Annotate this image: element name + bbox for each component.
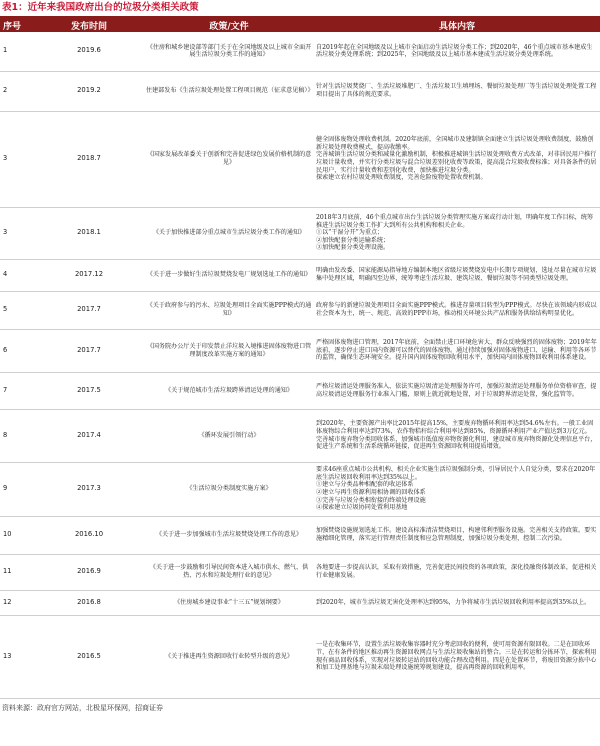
row-policy: 《关于规范城市生活垃圾跨界清运处理的通知》 <box>144 372 314 409</box>
content-line: 一是在收集环节，设置生活垃圾收集容器时充分考虑回收的便利，使可用资源有限回收。二是在回收环节，在有条件的地区推动再生资源回收网点与生活垃圾收集站的整合。三是在转运和分拣环节，探索利用现有商品回收体系，实现对垃圾转运站的回收功能合理改造利用。四是在处置环节，将废旧资源分拣中心和加工处理基地与垃圾末端处理设施统筹规划建设，提高再资源的回收利用率。 <box>316 641 597 672</box>
content-line: 各地要进一步提高认识，采取有效措施，完善促进民间投资的各项政策，深化投融资体制改革，促进相关行业健康发展。 <box>316 564 597 579</box>
source-note: 资料来源：政府官方网站，北极星环保网，招商证券 <box>2 703 163 712</box>
row-content <box>314 111 600 207</box>
row-number: 8 <box>0 409 34 462</box>
content-line: 到2020年，城市生活垃圾无害化处理率达到95%，力争将城市生活垃圾回收利用率提高到35%以上。 <box>316 598 591 606</box>
row-number: 11 <box>0 554 34 590</box>
row-policy: 《国务院办公厅关于印发禁止洋垃圾入境推进固体废物进口管理制度改革实施方案的通知》 <box>144 329 314 372</box>
content-line: 探索建立农村垃圾处理收费制度，完善危险废物处置收费机制。 <box>316 174 487 182</box>
header-no: 序号 <box>0 17 34 32</box>
content-line: 针对生活垃圾焚烧厂、生活垃圾堆肥厂、生活垃圾卫生填埋场、餐厨垃圾处理厂等生活垃圾处理处置工程项目提出了具体的规范要求。 <box>316 83 597 98</box>
row-date: 2016.8 <box>34 590 144 615</box>
content-line: 严格垃圾清运处理服务准入，依法实施垃圾清运处理服务许可，加强垃圾清运处理服务单位资格审查，提高垃圾清运处理服务行业准入门槛，原则上就近就地处置，对于垃圾跨界清运处置，强化监管等。 <box>316 382 597 398</box>
content-line: ①建立与分类品种相配套的收运体系 <box>316 481 414 489</box>
row-content <box>314 329 600 372</box>
row-policy: 《关于政府参与的污水、垃圾处理项目全面实施PPP模式的通知》 <box>144 291 314 329</box>
table-row <box>0 590 600 615</box>
table-row <box>0 111 600 207</box>
content-line: 加强焚烧设施规划选址工作。建设高标准清洁焚烧项目，构建邻利型服务设施。完善相关支持政策。要实施精细化管理，落实运行管理责任制度和应急管理制度，加强垃圾分类处理，控制二次污染。 <box>316 527 597 542</box>
row-number: 9 <box>0 462 34 516</box>
row-policy: 《生活垃圾分类制度实施方案》 <box>144 462 314 516</box>
row-number: 5 <box>0 291 34 329</box>
row-date: 2017.3 <box>34 462 144 516</box>
table-row <box>0 615 600 698</box>
content-line: ③加快配套分类处理设施。 <box>316 244 390 252</box>
row-content <box>314 259 600 291</box>
table-header-row <box>0 17 600 32</box>
row-policy: 住建部发布《生活垃圾处理处置工程项目规范（征求意见稿）》 <box>144 71 314 111</box>
row-number: 10 <box>0 516 34 554</box>
row-date: 2018.1 <box>34 207 144 259</box>
row-number: 12 <box>0 590 34 615</box>
row-number: 2 <box>0 71 34 111</box>
row-content <box>314 372 600 409</box>
row-number: 6 <box>0 329 34 372</box>
table-row <box>0 291 600 329</box>
table-row <box>0 554 600 590</box>
row-number: 13 <box>0 615 34 698</box>
table-row <box>0 71 600 111</box>
row-content <box>314 615 600 698</box>
row-policy: 《关于推进再生资源回收行业转型升级的意见》 <box>144 615 314 698</box>
content-line: 自2019年起在全国地级及以上城市全面启动生活垃圾分类工作；到2020年，46个重点城市基本建成生活垃圾分类处理系统；到2025年，全国地级及以上城市基本建成生活垃圾分类处理系统。 <box>316 43 593 59</box>
row-content <box>314 32 600 71</box>
row-date: 2016.9 <box>34 554 144 590</box>
row-content <box>314 554 600 590</box>
row-date: 2017.5 <box>34 372 144 409</box>
content-line: ④探索建立垃圾协同处置利用基地 <box>316 504 408 512</box>
table-title: 表1：近年来我国政府出台的垃圾分类相关政策 <box>2 2 199 13</box>
header-policy: 政策/文件 <box>144 17 314 32</box>
content-line: 要求46座重点城市公共机构、相关企业实施生活垃圾强制分类，引导居民个人自觉分类，要求在2020年底生活垃圾回收利用率达到35%以上。 <box>316 466 596 481</box>
row-policy: 《住房和城乡建设部等部门关于在全国地级及以上城市全面开展生活垃圾分类工作的通知》 <box>144 32 314 71</box>
row-date: 2017.4 <box>34 409 144 462</box>
content-line: 完善城镇生活垃圾分类和减量化激励机制，积极推进城镇生活垃圾处理收费方式改革，对非居民用户推行垃圾计量收费，并实行分类垃圾与混合垃圾差别化收费等政策，提高混合垃圾收费标准；对具备条件的居民用户，实行计量收费和差别化收费，加快推进垃圾分类。 <box>316 151 597 174</box>
row-number: 7 <box>0 372 34 409</box>
table-row <box>0 329 600 372</box>
header-content: 具体内容 <box>314 17 600 32</box>
row-number: 1 <box>0 32 34 71</box>
row-content <box>314 516 600 554</box>
row-policy: 《国家发展改革委关于创新和完善促进绿色发展价格机制的意见》 <box>144 111 314 207</box>
table-row <box>0 462 600 516</box>
table-row <box>0 32 600 71</box>
policy-table <box>0 16 600 699</box>
content-line: 完善城市废弃物分类回收体系，加强城市低值废弃物资源化利用，建设城市废弃物资源化处理信息平台，促进生产系统和生活系统循环链接，促进再生资源回收利用提质增效。 <box>316 435 597 451</box>
row-policy: 《关于加快推进部分重点城市生活垃圾分类工作的通知》 <box>144 207 314 259</box>
row-content <box>314 71 600 111</box>
row-policy: 《循环发展引领行动》 <box>144 409 314 462</box>
table-row <box>0 372 600 409</box>
row-policy: 《关于进一步鼓励和引导民间资本进入城市供水、燃气、供热、污水和垃圾处理行业的意见》 <box>144 554 314 590</box>
row-content <box>314 590 600 615</box>
content-line: ②建立与再生资源利用相协调的回收体系 <box>316 489 426 496</box>
content-line: ①以“干湿分开”为重点； <box>316 229 384 237</box>
row-date: 2016.5 <box>34 615 144 698</box>
row-number: 4 <box>0 259 34 291</box>
content-line: ③完善与垃圾分类相衔接的终端处理设施 <box>316 496 426 504</box>
content-line: 到2020年，主要资源产出率比2015年提高15%，主要废弃物循环利用率达到54.6%左右。一般工业固体废物综合利用率达到73%，农作物秸秆综合利用率达到85%，资源循环利用产业产值达到3万亿元。 <box>316 420 594 435</box>
table-row <box>0 207 600 259</box>
content-line: 明确由发改委、国家能源局指导地方编制本地区省级垃圾焚烧发电中长期专项规划，选址尽量在城市垃圾集中处理区域，明确四至边界，统筹考虑生活垃圾、建筑垃圾、餐厨垃圾等不同类型垃圾处理。 <box>316 267 597 282</box>
content-line: 健全固体废物处理收费机制。2020年底前，全国城市及建制镇全面建立生活垃圾处理收费制度，鼓励创新垃圾处理收费模式，提高收缴率。 <box>316 136 594 151</box>
row-date: 2016.10 <box>34 516 144 554</box>
row-content <box>314 409 600 462</box>
row-date: 2018.7 <box>34 111 144 207</box>
row-content <box>314 462 600 516</box>
header-date: 发布时间 <box>34 17 144 32</box>
row-date: 2019.2 <box>34 71 144 111</box>
table-row <box>0 409 600 462</box>
row-number: 3 <box>0 111 34 207</box>
row-date: 2019.6 <box>34 32 144 71</box>
row-date: 2017.7 <box>34 291 144 329</box>
content-line: 政府参与的新建垃圾处理项目全面实施PPP模式。推进存量项目转型为PPP模式。尽快在该领域内形成以社会资本为主，统一、规范、高效的PPP市场，推动相关环境公共产品和服务供给结构明显优化。 <box>316 302 597 317</box>
row-policy: 《住房城乡建设事业“十三五”规划纲要》 <box>144 590 314 615</box>
row-date: 2017.7 <box>34 329 144 372</box>
row-date: 2017.12 <box>34 259 144 291</box>
row-policy: 《关于进一步加强城市生活垃圾焚烧处理工作的意见》 <box>144 516 314 554</box>
content-line: ②加快配套分类运输系统； <box>316 236 390 244</box>
table-row <box>0 259 600 291</box>
row-content <box>314 291 600 329</box>
row-content <box>314 207 600 259</box>
row-number: 3 <box>0 207 34 259</box>
row-policy: 《关于进一步做好生活垃圾焚烧发电厂规划选址工作的通知》 <box>144 259 314 291</box>
table-row <box>0 516 600 554</box>
content-line: 2018年3月底前，46个重点城市出台生活垃圾分类管理实施方案或行动计划，明确年度工作目标，统筹推进生活垃圾分类工作扩大到所有公共机构和相关企业。 <box>316 214 593 229</box>
content-line: 严格固体废物进口管理，2017年底前，全面禁止进口环境危害大、群众反映强烈的固体废物；2019年年底前，逐步停止进口国内资源可以替代的固体废物。通过持续加强对固体废物进口、运输、利用等各环节的监管，确保生态环境安全。提升国内固体废物回收利用水平，加快国内固体废物回收利用体系建设。 <box>316 339 597 362</box>
